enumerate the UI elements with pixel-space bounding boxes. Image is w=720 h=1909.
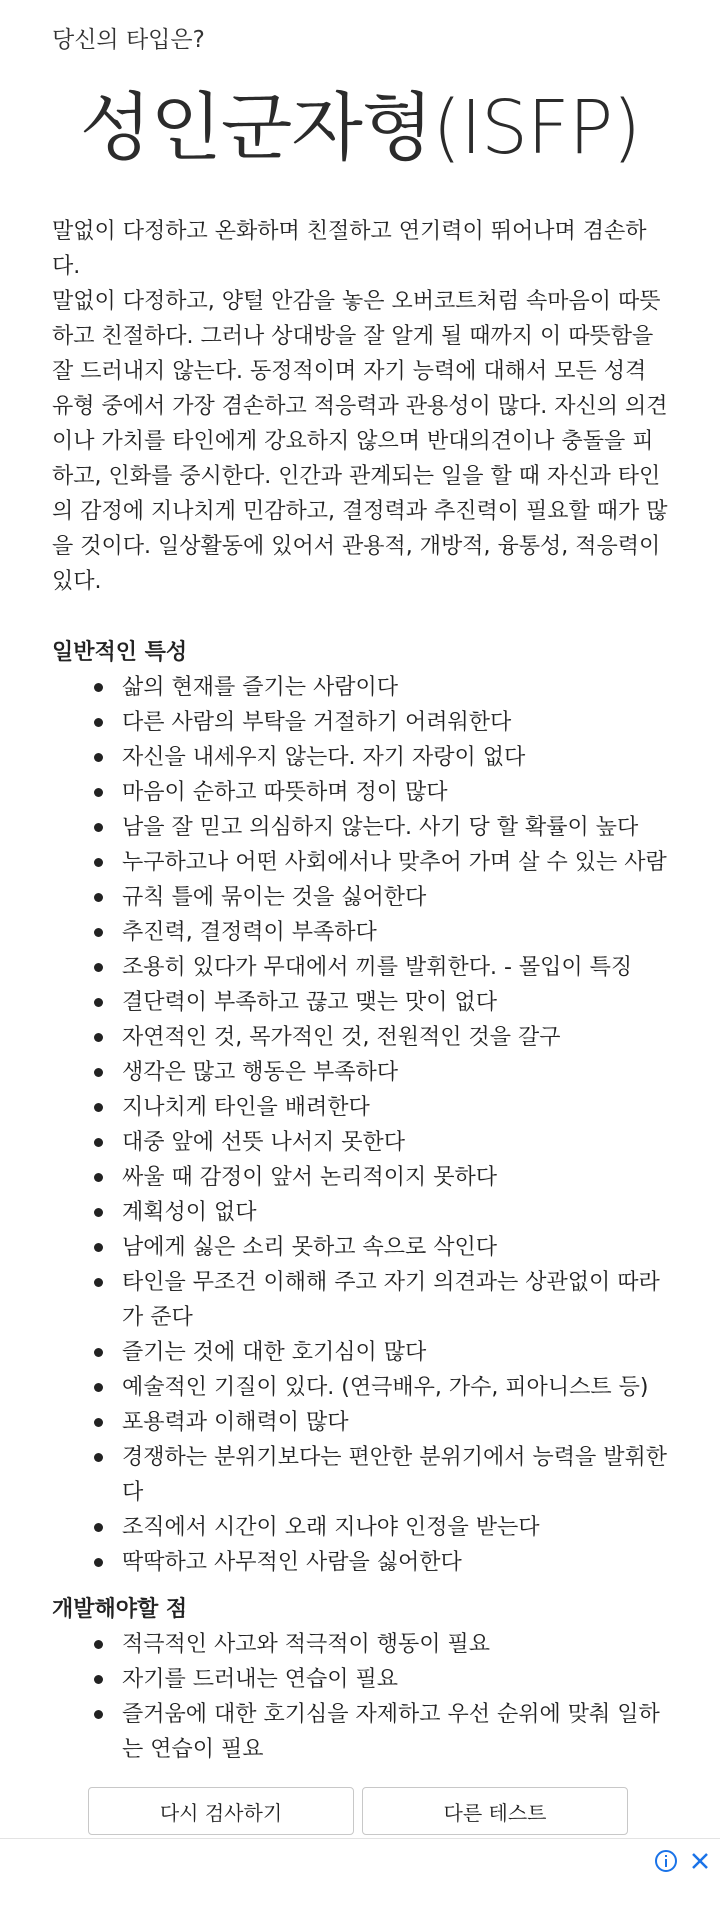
trait-item: 딱딱하고 사무적인 사람을 싫어한다 [52, 1545, 672, 1580]
development-title: 개발해야할 점 [52, 1597, 188, 1622]
trait-item: 경쟁하는 분위기보다는 편안한 분위기에서 능력을 발휘한다 [52, 1440, 672, 1510]
trait-item: 다른 사람의 부탁을 거절하기 어려워한다 [52, 705, 672, 740]
action-buttons [88, 1787, 672, 1835]
trait-item: 예술적인 기질이 있다. (연극배우, 가수, 피아니스트 등) [52, 1370, 672, 1405]
trait-item: 누구하고나 어떤 사회에서나 맞추어 가며 살 수 있는 사람 [52, 845, 672, 880]
result-question: 당신의 타입은? [52, 27, 205, 53]
trait-item: 남을 잘 믿고 의심하지 않는다. 사기 당 할 확률이 높다 [52, 810, 672, 845]
trait-item: 남에게 싫은 소리 못하고 속으로 삭인다 [52, 1230, 672, 1265]
trait-item: 생각은 많고 행동은 부족하다 [52, 1055, 672, 1090]
retry-test-button[interactable]: 다시 검사하기 [88, 1787, 354, 1835]
trait-item: 타인을 무조건 이해해 주고 자기 의견과는 상관없이 따라가 준다 [52, 1265, 672, 1335]
trait-item: 조용히 있다가 무대에서 끼를 발휘한다. - 몰입이 특징 [52, 950, 672, 985]
trait-item: 싸울 때 감정이 앞서 논리적이지 못하다 [52, 1160, 672, 1195]
trait-item: 포용력과 이해력이 많다 [52, 1405, 672, 1440]
trait-item: 지나치게 타인을 배려한다 [52, 1090, 672, 1125]
trait-item: 삶의 현재를 즐기는 사람이다 [52, 670, 672, 705]
traits-title: 일반적인 특성 [52, 640, 188, 665]
development-item: 적극적인 사고와 적극적이 행동이 필요 [52, 1627, 672, 1662]
trait-item: 조직에서 시간이 오래 지나야 인정을 받는다 [52, 1510, 672, 1545]
trait-item: 규칙 틀에 묶이는 것을 싫어한다 [52, 880, 672, 915]
trait-item: 계획성이 없다 [52, 1195, 672, 1230]
trait-item: 대중 앞에 선뜻 나서지 못한다 [52, 1125, 672, 1160]
other-test-button[interactable]: 다른 테스트 [362, 1787, 628, 1835]
close-icon[interactable] [688, 1849, 712, 1873]
type-title: 성인군자형(ISFP) [79, 85, 641, 171]
trait-item: 추진력, 결정력이 부족하다 [52, 915, 672, 950]
development-item: 자기를 드러내는 연습이 필요 [52, 1662, 672, 1697]
ad-banner [0, 1838, 720, 1909]
development-item: 즐거움에 대한 호기심을 자제하고 우선 순위에 맞춰 일하는 연습이 필요 [52, 1697, 672, 1767]
type-description: 말없이 다정하고 온화하며 친절하고 연기력이 뛰어나며 겸손하다. 말없이 다정하고, 양털 안감을 놓은 오버코트처럼 속마음이 따뜻하고 친절하다. 그러나 상대방을 잘 알게 될 때까지 이 따뜻함을 잘 드러내지 않는다. 동정적이며 자기 능력에 대해서 모든 성격 유형 중에서 가장 겸손하고 적응력과 관용성이 많다. 자신의 의견이나 가치를 타인에게 강요하지 않으며 반대의견이나 충돌을 피하고, 인화를 중시한다. 인간과 관계되는 일을 할 때 자신과 타인의 감정에 지나치게 민감하고, 결정력과 추진력이 필요할 때가 많을 것이다. 일상활동에 있어서 관용적, 개방적, 융통성, 적응력이 있다. [52, 219, 668, 594]
traits-list [52, 670, 672, 1580]
trait-item: 마음이 순하고 따뜻하며 정이 많다 [52, 775, 672, 810]
info-icon[interactable] [654, 1849, 678, 1873]
result-content [52, 214, 672, 1835]
trait-item: 자신을 내세우지 않는다. 자기 자랑이 없다 [52, 740, 672, 775]
trait-item: 자연적인 것, 목가적인 것, 전원적인 것을 갈구 [52, 1020, 672, 1055]
development-list [52, 1627, 672, 1767]
trait-item: 즐기는 것에 대한 호기심이 많다 [52, 1335, 672, 1370]
trait-item: 결단력이 부족하고 끊고 맺는 맛이 없다 [52, 985, 672, 1020]
